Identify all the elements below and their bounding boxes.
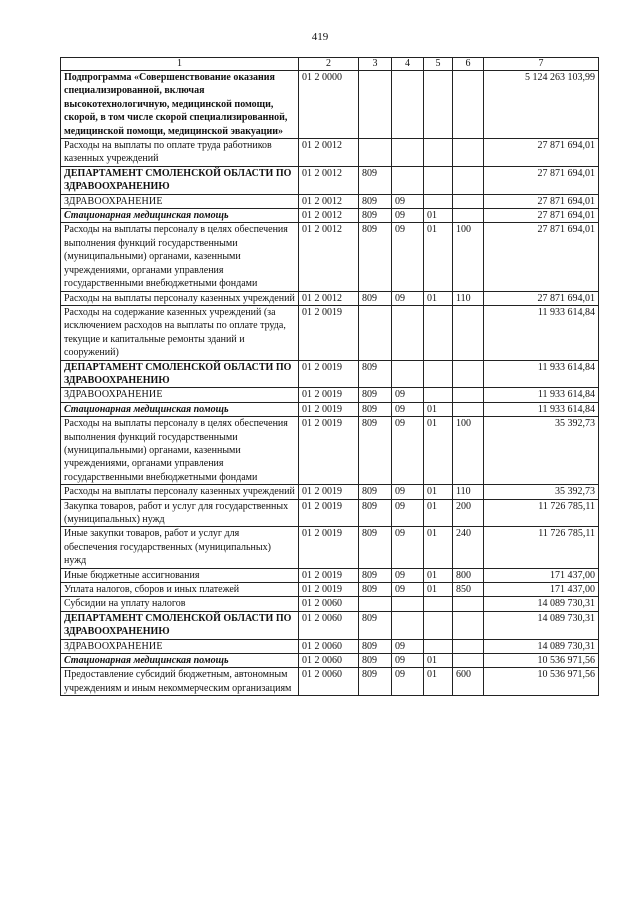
row-expense-type-cell	[453, 360, 484, 388]
row-amount-cell: 27 871 694,01	[484, 209, 599, 223]
row-name-cell: Закупка товаров, работ и услуг для государственных (муниципальных) нужд	[61, 499, 299, 527]
row-subsection-cell: 01	[424, 291, 453, 305]
row-section-cell: 09	[392, 291, 424, 305]
row-subsection-cell: 01	[424, 402, 453, 416]
row-subsection-cell: 01	[424, 583, 453, 597]
row-name-cell: Стационарная медицинская помощь	[61, 402, 299, 416]
row-expense-type-cell: 100	[453, 417, 484, 485]
table-row	[61, 388, 599, 402]
row-amount-cell: 35 392,73	[484, 485, 599, 499]
row-section-cell: 09	[392, 402, 424, 416]
row-section-cell	[392, 71, 424, 139]
row-subsection-cell	[424, 305, 453, 360]
row-subsection-cell: 01	[424, 223, 453, 291]
row-amount-cell: 27 871 694,01	[484, 166, 599, 194]
row-name-cell: Стационарная медицинская помощь	[61, 654, 299, 668]
table-row	[61, 485, 599, 499]
row-department-cell: 809	[359, 485, 392, 499]
row-amount-cell: 11 933 614,84	[484, 402, 599, 416]
row-amount-cell: 27 871 694,01	[484, 139, 599, 167]
header-cell: 7	[484, 58, 599, 71]
row-code-cell: 01 2 0060	[299, 611, 359, 639]
table-row	[61, 668, 599, 696]
row-code-cell: 01 2 0019	[299, 499, 359, 527]
row-section-cell: 09	[392, 194, 424, 208]
row-subsection-cell: 01	[424, 668, 453, 696]
row-name-cell: Субсидии на уплату налогов	[61, 597, 299, 611]
header-cell: 2	[299, 58, 359, 71]
row-expense-type-cell: 110	[453, 485, 484, 499]
row-code-cell: 01 2 0019	[299, 305, 359, 360]
row-subsection-cell: 01	[424, 499, 453, 527]
table-row	[61, 654, 599, 668]
row-code-cell: 01 2 0012	[299, 166, 359, 194]
row-name-cell: Расходы на содержание казенных учреждений (за исключением расходов на выплаты по оплате труда, текущие и капитальные ремонты зданий и сооружений)	[61, 305, 299, 360]
row-amount-cell: 27 871 694,01	[484, 291, 599, 305]
row-subsection-cell	[424, 611, 453, 639]
row-expense-type-cell: 850	[453, 583, 484, 597]
budget-table	[60, 57, 599, 696]
row-subsection-cell	[424, 360, 453, 388]
row-subsection-cell	[424, 388, 453, 402]
row-amount-cell: 171 437,00	[484, 583, 599, 597]
row-name-cell: ДЕПАРТАМЕНТ СМОЛЕНСКОЙ ОБЛАСТИ ПО ЗДРАВООХРАНЕНИЮ	[61, 166, 299, 194]
table-row	[61, 583, 599, 597]
row-expense-type-cell	[453, 209, 484, 223]
row-subsection-cell	[424, 597, 453, 611]
row-section-cell: 09	[392, 223, 424, 291]
row-expense-type-cell	[453, 194, 484, 208]
row-code-cell: 01 2 0012	[299, 291, 359, 305]
row-expense-type-cell	[453, 139, 484, 167]
table-row	[61, 305, 599, 360]
row-department-cell: 809	[359, 639, 392, 653]
row-section-cell: 09	[392, 388, 424, 402]
row-code-cell: 01 2 0060	[299, 597, 359, 611]
row-department-cell: 809	[359, 499, 392, 527]
row-department-cell: 809	[359, 583, 392, 597]
row-name-cell: Стационарная медицинская помощь	[61, 209, 299, 223]
row-code-cell: 01 2 0012	[299, 223, 359, 291]
table-row	[61, 568, 599, 582]
row-expense-type-cell: 110	[453, 291, 484, 305]
row-code-cell: 01 2 0060	[299, 654, 359, 668]
table-row	[61, 611, 599, 639]
row-department-cell: 809	[359, 611, 392, 639]
row-amount-cell: 27 871 694,01	[484, 194, 599, 208]
row-section-cell: 09	[392, 209, 424, 223]
row-department-cell: 809	[359, 417, 392, 485]
row-section-cell: 09	[392, 668, 424, 696]
row-name-cell: Расходы на выплаты персоналу в целях обеспечения выполнения функций государственными (муниципальными) органами, казенными учреждениями, органами управления государственными внебюджетными фондами	[61, 223, 299, 291]
header-cell: 4	[392, 58, 424, 71]
row-section-cell	[392, 597, 424, 611]
table-row	[61, 166, 599, 194]
table-row	[61, 402, 599, 416]
row-amount-cell: 14 089 730,31	[484, 611, 599, 639]
header-cell: 6	[453, 58, 484, 71]
row-subsection-cell: 01	[424, 209, 453, 223]
row-expense-type-cell: 800	[453, 568, 484, 582]
row-subsection-cell	[424, 639, 453, 653]
row-expense-type-cell	[453, 388, 484, 402]
row-expense-type-cell	[453, 611, 484, 639]
row-expense-type-cell	[453, 597, 484, 611]
table-header-row	[61, 58, 599, 71]
row-subsection-cell	[424, 166, 453, 194]
row-code-cell: 01 2 0019	[299, 485, 359, 499]
row-amount-cell: 35 392,73	[484, 417, 599, 485]
row-amount-cell: 171 437,00	[484, 568, 599, 582]
row-section-cell: 09	[392, 654, 424, 668]
row-name-cell: Иные закупки товаров, работ и услуг для обеспечения государственных (муниципальных) нужд	[61, 527, 299, 568]
row-section-cell: 09	[392, 499, 424, 527]
table-row	[61, 194, 599, 208]
row-expense-type-cell: 240	[453, 527, 484, 568]
row-expense-type-cell: 600	[453, 668, 484, 696]
row-code-cell: 01 2 0012	[299, 194, 359, 208]
row-expense-type-cell: 100	[453, 223, 484, 291]
row-section-cell	[392, 360, 424, 388]
row-section-cell: 09	[392, 568, 424, 582]
row-department-cell: 809	[359, 654, 392, 668]
row-name-cell: Предоставление субсидий бюджетным, автономным учреждениям и иным некоммерческим организациям	[61, 668, 299, 696]
row-section-cell	[392, 305, 424, 360]
row-subsection-cell: 01	[424, 568, 453, 582]
row-code-cell: 01 2 0019	[299, 388, 359, 402]
row-section-cell: 09	[392, 417, 424, 485]
row-department-cell: 809	[359, 166, 392, 194]
table-row	[61, 597, 599, 611]
row-department-cell	[359, 139, 392, 167]
row-name-cell: Расходы на выплаты персоналу казенных учреждений	[61, 291, 299, 305]
row-section-cell: 09	[392, 583, 424, 597]
row-name-cell: ЗДРАВООХРАНЕНИЕ	[61, 388, 299, 402]
table-row	[61, 499, 599, 527]
header-cell: 5	[424, 58, 453, 71]
row-department-cell: 809	[359, 402, 392, 416]
row-section-cell	[392, 139, 424, 167]
table-row	[61, 360, 599, 388]
page-number: 419	[311, 31, 329, 43]
row-section-cell	[392, 611, 424, 639]
row-department-cell: 809	[359, 223, 392, 291]
row-name-cell: ДЕПАРТАМЕНТ СМОЛЕНСКОЙ ОБЛАСТИ ПО ЗДРАВООХРАНЕНИЮ	[61, 360, 299, 388]
table-row	[61, 291, 599, 305]
row-subsection-cell: 01	[424, 654, 453, 668]
row-amount-cell: 10 536 971,56	[484, 654, 599, 668]
row-section-cell: 09	[392, 527, 424, 568]
row-subsection-cell: 01	[424, 485, 453, 499]
table-row	[61, 639, 599, 653]
table-row	[61, 527, 599, 568]
row-amount-cell: 11 933 614,84	[484, 388, 599, 402]
row-expense-type-cell	[453, 654, 484, 668]
row-code-cell: 01 2 0019	[299, 402, 359, 416]
row-code-cell: 01 2 0019	[299, 360, 359, 388]
row-department-cell: 809	[359, 291, 392, 305]
row-department-cell: 809	[359, 388, 392, 402]
table-row	[61, 139, 599, 167]
row-subsection-cell	[424, 71, 453, 139]
row-name-cell: Уплата налогов, сборов и иных платежей	[61, 583, 299, 597]
row-subsection-cell: 01	[424, 417, 453, 485]
row-subsection-cell	[424, 194, 453, 208]
row-department-cell: 809	[359, 527, 392, 568]
header-cell: 3	[359, 58, 392, 71]
row-name-cell: ЗДРАВООХРАНЕНИЕ	[61, 194, 299, 208]
row-subsection-cell: 01	[424, 527, 453, 568]
row-subsection-cell	[424, 139, 453, 167]
row-code-cell: 01 2 0019	[299, 583, 359, 597]
row-expense-type-cell	[453, 71, 484, 139]
row-expense-type-cell	[453, 639, 484, 653]
table-row	[61, 223, 599, 291]
row-department-cell: 809	[359, 209, 392, 223]
row-department-cell: 809	[359, 194, 392, 208]
row-code-cell: 01 2 0000	[299, 71, 359, 139]
row-department-cell: 809	[359, 360, 392, 388]
row-name-cell: Иные бюджетные ассигнования	[61, 568, 299, 582]
row-code-cell: 01 2 0019	[299, 568, 359, 582]
row-name-cell: Расходы на выплаты персоналу казенных учреждений	[61, 485, 299, 499]
row-department-cell	[359, 71, 392, 139]
row-code-cell: 01 2 0012	[299, 139, 359, 167]
row-code-cell: 01 2 0019	[299, 417, 359, 485]
row-name-cell: Подпрограмма «Совершенствование оказания специализированной, включая высокотехнологичную, медицинской помощи, скорой, в том числе скорой специализированной, медицинской помощи, медицинской эвакуации»	[61, 71, 299, 139]
row-amount-cell: 14 089 730,31	[484, 639, 599, 653]
row-section-cell	[392, 166, 424, 194]
row-code-cell: 01 2 0019	[299, 527, 359, 568]
row-amount-cell: 10 536 971,56	[484, 668, 599, 696]
header-cell: 1	[61, 58, 299, 71]
row-expense-type-cell	[453, 305, 484, 360]
row-department-cell	[359, 597, 392, 611]
row-code-cell: 01 2 0060	[299, 668, 359, 696]
row-department-cell	[359, 305, 392, 360]
row-amount-cell: 11 933 614,84	[484, 360, 599, 388]
row-department-cell: 809	[359, 568, 392, 582]
row-amount-cell: 11 726 785,11	[484, 527, 599, 568]
row-section-cell: 09	[392, 485, 424, 499]
row-section-cell: 09	[392, 639, 424, 653]
table-row	[61, 417, 599, 485]
row-name-cell: Расходы на выплаты персоналу в целях обеспечения выполнения функций государственными (муниципальными) органами, казенными учреждениями, органами управления государственными внебюджетными фондами	[61, 417, 299, 485]
row-code-cell: 01 2 0012	[299, 209, 359, 223]
row-name-cell: Расходы на выплаты по оплате труда работников казенных учреждений	[61, 139, 299, 167]
row-amount-cell: 27 871 694,01	[484, 223, 599, 291]
row-expense-type-cell: 200	[453, 499, 484, 527]
row-amount-cell: 11 933 614,84	[484, 305, 599, 360]
row-amount-cell: 11 726 785,11	[484, 499, 599, 527]
table-row	[61, 209, 599, 223]
row-amount-cell: 14 089 730,31	[484, 597, 599, 611]
row-department-cell: 809	[359, 668, 392, 696]
row-name-cell: ДЕПАРТАМЕНТ СМОЛЕНСКОЙ ОБЛАСТИ ПО ЗДРАВООХРАНЕНИЮ	[61, 611, 299, 639]
table-row	[61, 71, 599, 139]
row-amount-cell: 5 124 263 103,99	[484, 71, 599, 139]
row-name-cell: ЗДРАВООХРАНЕНИЕ	[61, 639, 299, 653]
row-expense-type-cell	[453, 402, 484, 416]
row-code-cell: 01 2 0060	[299, 639, 359, 653]
row-expense-type-cell	[453, 166, 484, 194]
